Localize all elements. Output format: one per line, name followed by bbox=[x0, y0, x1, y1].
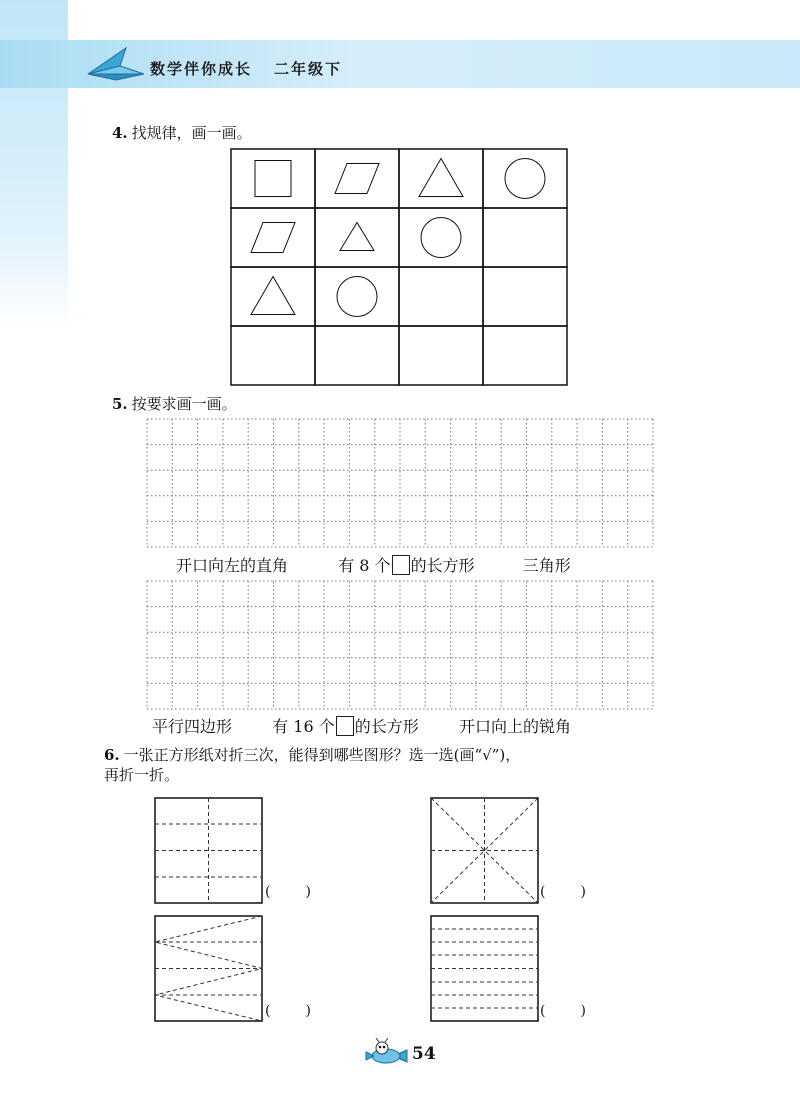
question-5-title bbox=[112, 394, 237, 414]
pattern-table bbox=[230, 148, 570, 386]
pattern-cell bbox=[483, 149, 567, 208]
paren-open: ( bbox=[540, 884, 547, 900]
pattern-cell[interactable] bbox=[483, 208, 567, 267]
small-square-icon bbox=[392, 555, 410, 575]
pattern-cell bbox=[315, 149, 399, 208]
pattern-cell[interactable] bbox=[483, 267, 567, 326]
question-6-line2: 再折一折。 bbox=[104, 766, 180, 784]
square-shape bbox=[255, 161, 291, 197]
grid-2-captions bbox=[152, 714, 571, 737]
answer-paren-4[interactable] bbox=[540, 1003, 587, 1019]
parallelogram-shape bbox=[251, 223, 295, 253]
answer-paren-1[interactable] bbox=[265, 884, 312, 900]
paren-close: ) bbox=[305, 884, 312, 900]
mascot-plane-icon bbox=[364, 1038, 408, 1068]
book-title-left: 数学伴你成长 bbox=[150, 60, 253, 78]
fold-option-diagonals bbox=[430, 797, 540, 905]
caption-rect-16-post: 的长方形 bbox=[354, 717, 419, 736]
question-5-number: 5. bbox=[112, 395, 128, 413]
fold-option-stripes bbox=[430, 915, 540, 1023]
pattern-cell[interactable] bbox=[483, 326, 567, 385]
caption-rect-16-pre: 有 16 个 bbox=[272, 717, 335, 736]
question-6-line1: 一张正方形纸对折三次，能得到哪些图形？选一选(画“√”)， bbox=[123, 746, 521, 764]
paren-close: ) bbox=[305, 1003, 312, 1019]
caption-parallelogram: 平行四边形 bbox=[152, 717, 233, 736]
question-6-title bbox=[104, 745, 724, 785]
triangle-shape bbox=[340, 223, 374, 251]
pattern-cell bbox=[231, 208, 315, 267]
fold-option-grid bbox=[154, 797, 264, 905]
paren-open: ( bbox=[265, 884, 272, 900]
pattern-cell bbox=[399, 208, 483, 267]
question-4-number: 4. bbox=[112, 124, 128, 142]
pattern-cell bbox=[231, 149, 315, 208]
paren-open: ( bbox=[265, 1003, 272, 1019]
circle-shape bbox=[337, 277, 377, 317]
caption-right-angle-left: 开口向左的直角 bbox=[176, 556, 289, 575]
triangle-shape bbox=[419, 159, 463, 197]
pattern-cell bbox=[315, 208, 399, 267]
caption-rect-8-pre: 有 8 个 bbox=[338, 556, 391, 575]
drawing-grid-2[interactable] bbox=[146, 580, 654, 710]
question-5-text: 按要求画一画。 bbox=[131, 395, 237, 413]
caption-rect-8-post: 的长方形 bbox=[410, 556, 475, 575]
circle-shape bbox=[421, 218, 461, 258]
question-4-title bbox=[112, 123, 252, 143]
answer-paren-3[interactable] bbox=[265, 1003, 312, 1019]
question-4-text: 找规律，画一画。 bbox=[131, 124, 252, 142]
book-title bbox=[150, 58, 342, 79]
grid-1-captions bbox=[176, 553, 571, 576]
paren-open: ( bbox=[540, 1003, 547, 1019]
circle-shape bbox=[505, 159, 545, 199]
book-title-right: 二年级下 bbox=[274, 60, 343, 78]
caption-acute-angle-up: 开口向上的锐角 bbox=[458, 717, 571, 736]
fold-option-zigzag bbox=[154, 915, 264, 1023]
answer-paren-2[interactable] bbox=[540, 884, 587, 900]
parallelogram-shape bbox=[335, 164, 379, 194]
small-square-icon bbox=[336, 716, 354, 736]
page-number: 54 bbox=[412, 1044, 436, 1064]
pattern-cell[interactable] bbox=[399, 326, 483, 385]
drawing-grid-1[interactable] bbox=[146, 418, 654, 548]
pattern-cell[interactable] bbox=[399, 267, 483, 326]
paren-close: ) bbox=[580, 884, 587, 900]
pattern-cell bbox=[315, 267, 399, 326]
caption-triangle: 三角形 bbox=[522, 556, 571, 575]
triangle-shape bbox=[251, 277, 295, 315]
pattern-cell[interactable] bbox=[315, 326, 399, 385]
pattern-cell[interactable] bbox=[231, 326, 315, 385]
paren-close: ) bbox=[580, 1003, 587, 1019]
question-6-number: 6. bbox=[104, 746, 120, 764]
paper-plane-logo-icon bbox=[86, 44, 146, 82]
